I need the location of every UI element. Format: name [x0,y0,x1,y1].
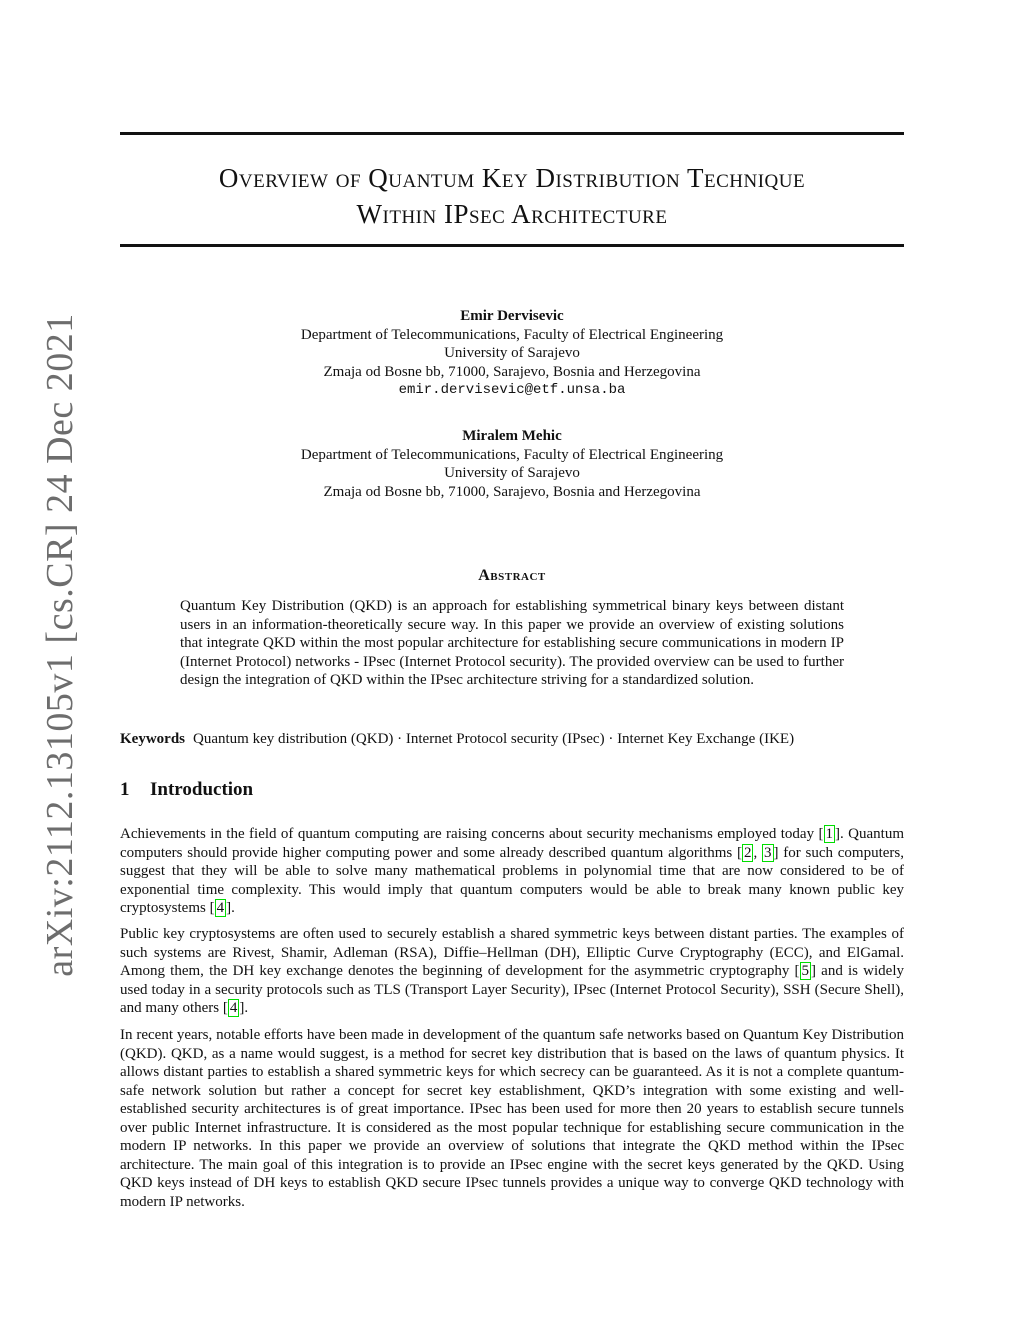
text-run: Achievements in the field of quantum computing are raising concerns about security mechanisms employed today [ [120,826,824,842]
text-run: ]. [239,1000,249,1016]
citation-link[interactable]: 5 [801,963,809,979]
keywords-text: Quantum key distribution (QKD) · Internet Protocol security (IPsec) · Internet Key Exchange (IKE) [193,731,795,747]
title-line-2: Within IPsec Architecture [356,199,668,229]
text-run: ] for such computers, suggest that they will be able to solve many mathematical problems in polynomial time that are now considered to be of exponential time complexity. This would imply that quantum computers would be able to break many known public key cryptosystems [ [120,844,904,916]
title-line-1: Overview of Quantum Key Distribution Technique [218,163,806,193]
author-address: Zmaja od Bosne bb, 71000, Sarajevo, Bosnia and Herzegovina [323,483,701,500]
keywords-label: Keywords [120,731,185,747]
paper-title [120,160,904,232]
author-department: Department of Telecommunications, Faculty of Electrical Engineering [300,326,724,343]
text-run: ]. Quantum computers should provide higher computing power and some already described quantum algorithms [ [120,826,904,861]
keywords-line [120,730,904,749]
citation-link[interactable]: 3 [764,844,772,861]
citation-link[interactable]: 4 [216,900,225,916]
section-number: 1 [120,779,130,800]
citation-link[interactable]: 4 [229,1000,238,1016]
author-email-link[interactable]: emir.dervisevic@etf.unsa.ba [398,382,626,398]
text-run: ] and is widely used today in a security protocols such as TLS (Transport Layer Security), IPsec (Internet Protocol Security), SSH (Secure Shell), and many others [ [120,963,905,1016]
author-block-1 [120,307,904,400]
author-name: Miralem Mehic [462,428,562,444]
author-name: Emir Dervisevic [460,308,564,324]
author-block-2 [120,427,904,501]
abstract-text: Quantum Key Distribution (QKD) is an approach for establishing symmetrical binary keys between distant users in an information-theoretically secure way. In this paper we provide an overview of existing solutions that integrate QKD within the most popular architecture for establishing secure communications in modern IP (Internet Protocol) networks - IPsec (Internet Protocol security). The provided overview can be used to further design the integration of QKD within the IPsec architecture striving for a standardized solution. [180,598,844,688]
section-title: Introduction [150,779,254,800]
section-heading-introduction [120,779,253,801]
title-bottom-rule [120,244,904,247]
arxiv-identifier: arXiv:2112.13105v1 [cs.CR] 24 Dec 2021 [39,313,81,977]
citation-link[interactable]: 2 [743,844,752,861]
intro-paragraph-2 [120,925,904,1018]
author-address: Zmaja od Bosne bb, 71000, Sarajevo, Bosnia and Herzegovina [323,363,701,380]
author-university: University of Sarajevo [444,345,580,361]
citation-link[interactable]: 1 [825,826,833,842]
text-run: , [753,844,762,861]
intro-paragraph-3: In recent years, notable efforts have been made in development of the quantum safe networks based on Quantum Key Distribution (QKD). QKD, as a name would suggest, is a method for secret key distribution that is based on the laws of quantum physics. It allows distant parties to establish a shared symmetric keys for which secrecy can be guaranteed. As it is not a complete quantum-safe network solution but rather a concept for secret key establishment, QKD’s integration with some existing and well-established security architectures is of great importance. IPsec has been used for more then 20 years to establish secure tunnels over public Internet infrastructure. It is considered as the most popular technique for establishing secure communication in the modern IP networks. In this paper we provide an overview of solutions that integrate the QKD method within the IPsec architecture. The main goal of this integration is to provide an IPsec engine with the secret keys generated by the QKD. Using QKD keys instead of DH keys to establish QKD secure IPsec tunnels provides a unique way to converge QKD technology with modern IP networks. [120,1027,904,1210]
intro-paragraph-1 [120,825,904,918]
author-department: Department of Telecommunications, Faculty of Electrical Engineering [300,446,724,463]
text-run: Public key cryptosystems are often used to securely establish a shared symmetric keys between distant parties. The examples of such systems are Rivest, Shamir, Adleman (RSA), Diffie–Hellman (DH), Elliptic Curve Cryptography (ECC), and ElGamal. Among them, the DH key exchange denotes the beginning of development for the asymmetric cryptography [ [120,926,904,979]
abstract-heading: Abstract [478,567,546,584]
author-university: University of Sarajevo [444,465,580,481]
title-top-rule [120,132,904,135]
text-run: ]. [226,900,235,916]
